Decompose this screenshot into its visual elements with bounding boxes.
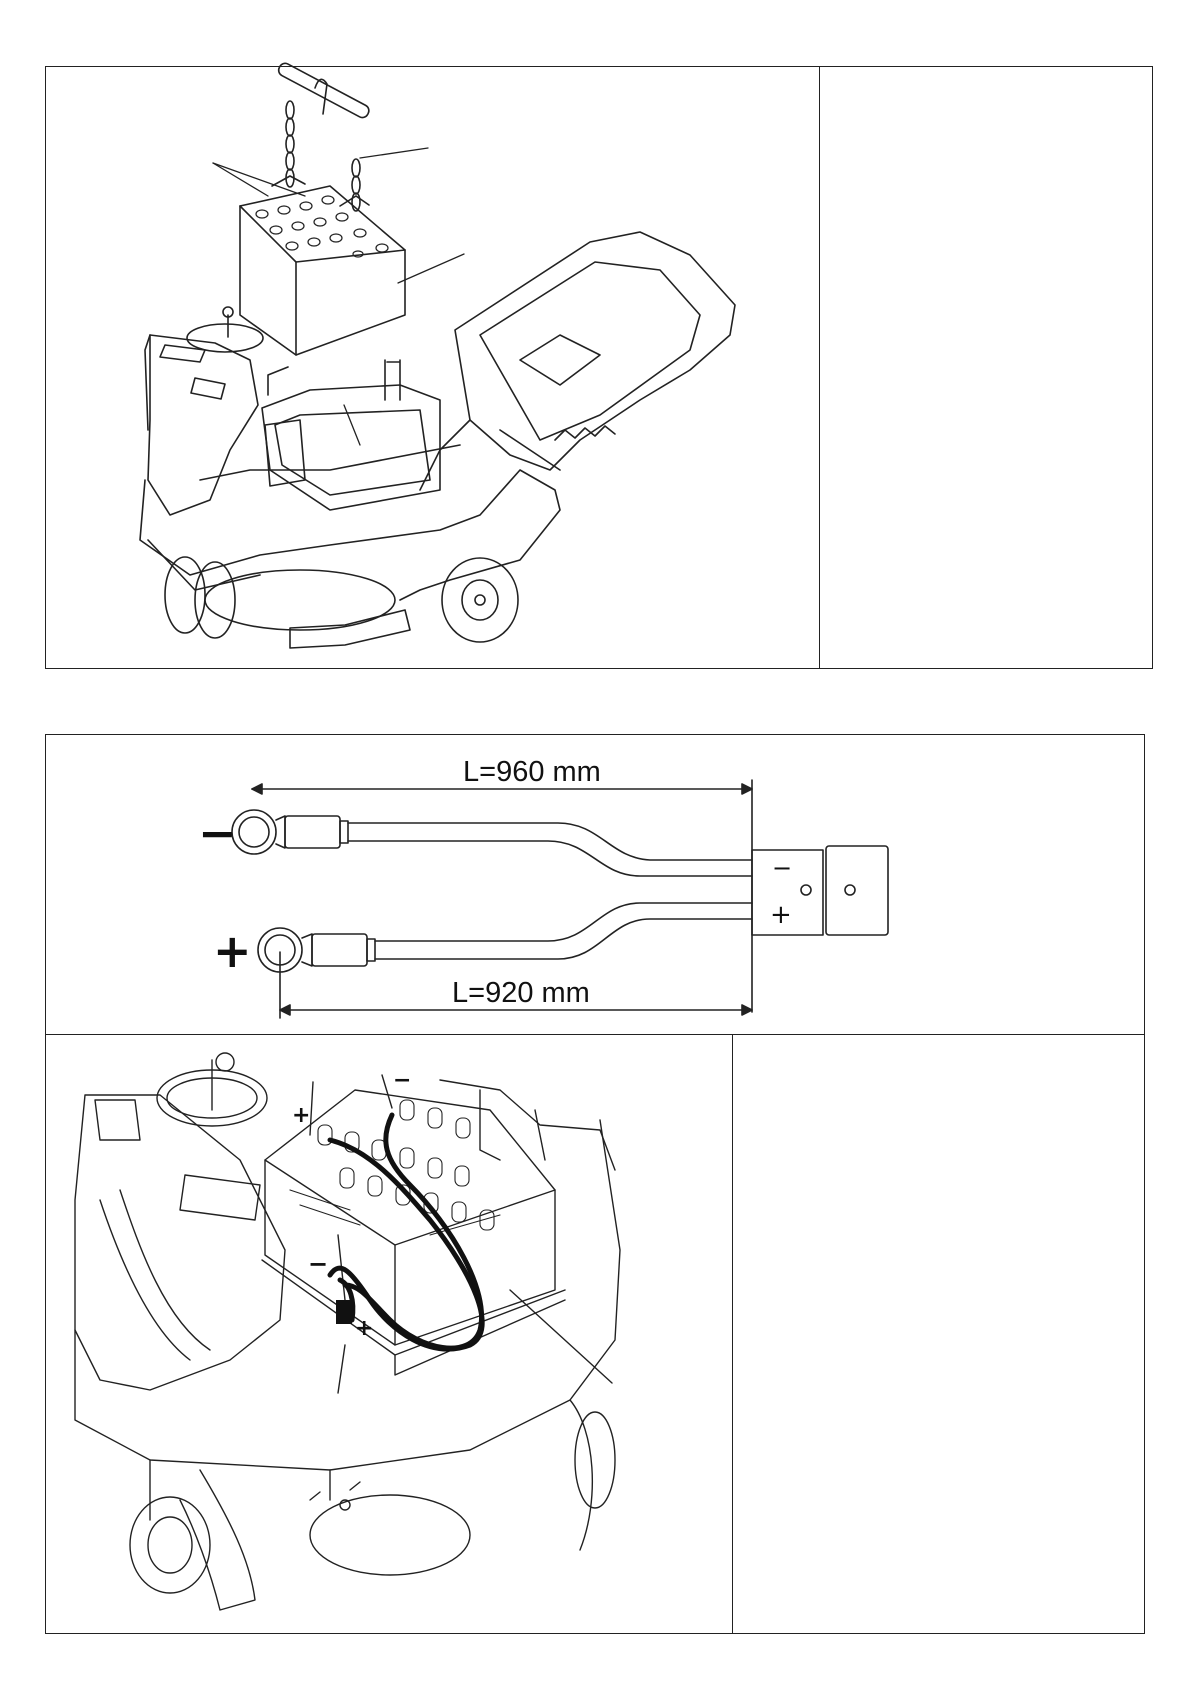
connector-neg-sign: − bbox=[772, 854, 793, 882]
install-plus-top: + bbox=[292, 1103, 311, 1128]
neg-terminal-sign: − bbox=[198, 806, 237, 860]
install-plus-low: + bbox=[355, 1316, 374, 1341]
install-minus-low: − bbox=[308, 1250, 329, 1278]
install-cables bbox=[330, 1115, 482, 1349]
install-minus-top: − bbox=[393, 1068, 412, 1093]
install-battery bbox=[262, 1090, 565, 1375]
install-machine-frame bbox=[75, 1080, 620, 1610]
install-steering-console bbox=[75, 1053, 285, 1390]
connector-pos-sign: + bbox=[770, 900, 792, 930]
neg-cable-length-label: L=960 mm bbox=[463, 756, 601, 788]
pos-terminal-sign: + bbox=[213, 924, 252, 978]
pos-cable-length-label: L=920 mm bbox=[452, 977, 590, 1009]
